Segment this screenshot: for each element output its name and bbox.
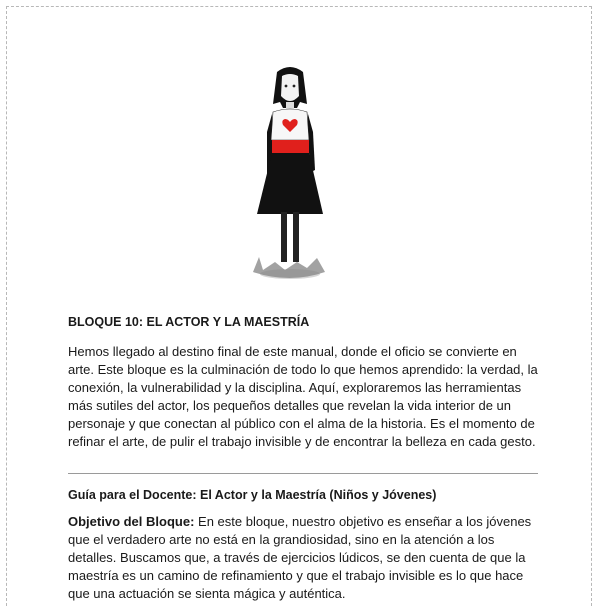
section-divider — [68, 473, 538, 474]
objective-paragraph — [68, 513, 538, 603]
block-intro: Hemos llegado al destino final de este manual, donde el oficio se convierte en arte. Este bloque es la culminación de todo lo que hemos aprendido: la verdad, la conexión, la vulnerabilidad y la disciplina. Aquí, exploraremos las herramientas más sutiles del actor, los pequeños detalles que revelan la vida interior de un personaje y que conectan al público con el alma de la historia. Es el momento de refinar el arte, de pulir el trabajo invisible y de encontrar la belleza en cada gesto. — [68, 344, 538, 449]
main-content — [68, 315, 538, 603]
guide-title: Guía para el Docente: El Actor y la Maestría (Niños y Jóvenes) — [68, 488, 437, 502]
objective-text: En este bloque, nuestro objetivo es enseñar a los jóvenes que el verdadero arte no está en la grandiosidad, sino en la atención a los detalles. Buscamos que, a través de ejercicios lúdicos, se den cuenta de que la maestría es un camino de refinamiento y que el trabajo invisible es lo que hace que una actuación se sienta mágica y auténtica. — [68, 514, 532, 601]
girl-with-heart-icon — [245, 62, 335, 292]
objective-label: Objetivo del Bloque: — [68, 514, 195, 529]
block-title: BLOQUE 10: EL ACTOR Y LA MAESTRÍA — [68, 315, 310, 329]
